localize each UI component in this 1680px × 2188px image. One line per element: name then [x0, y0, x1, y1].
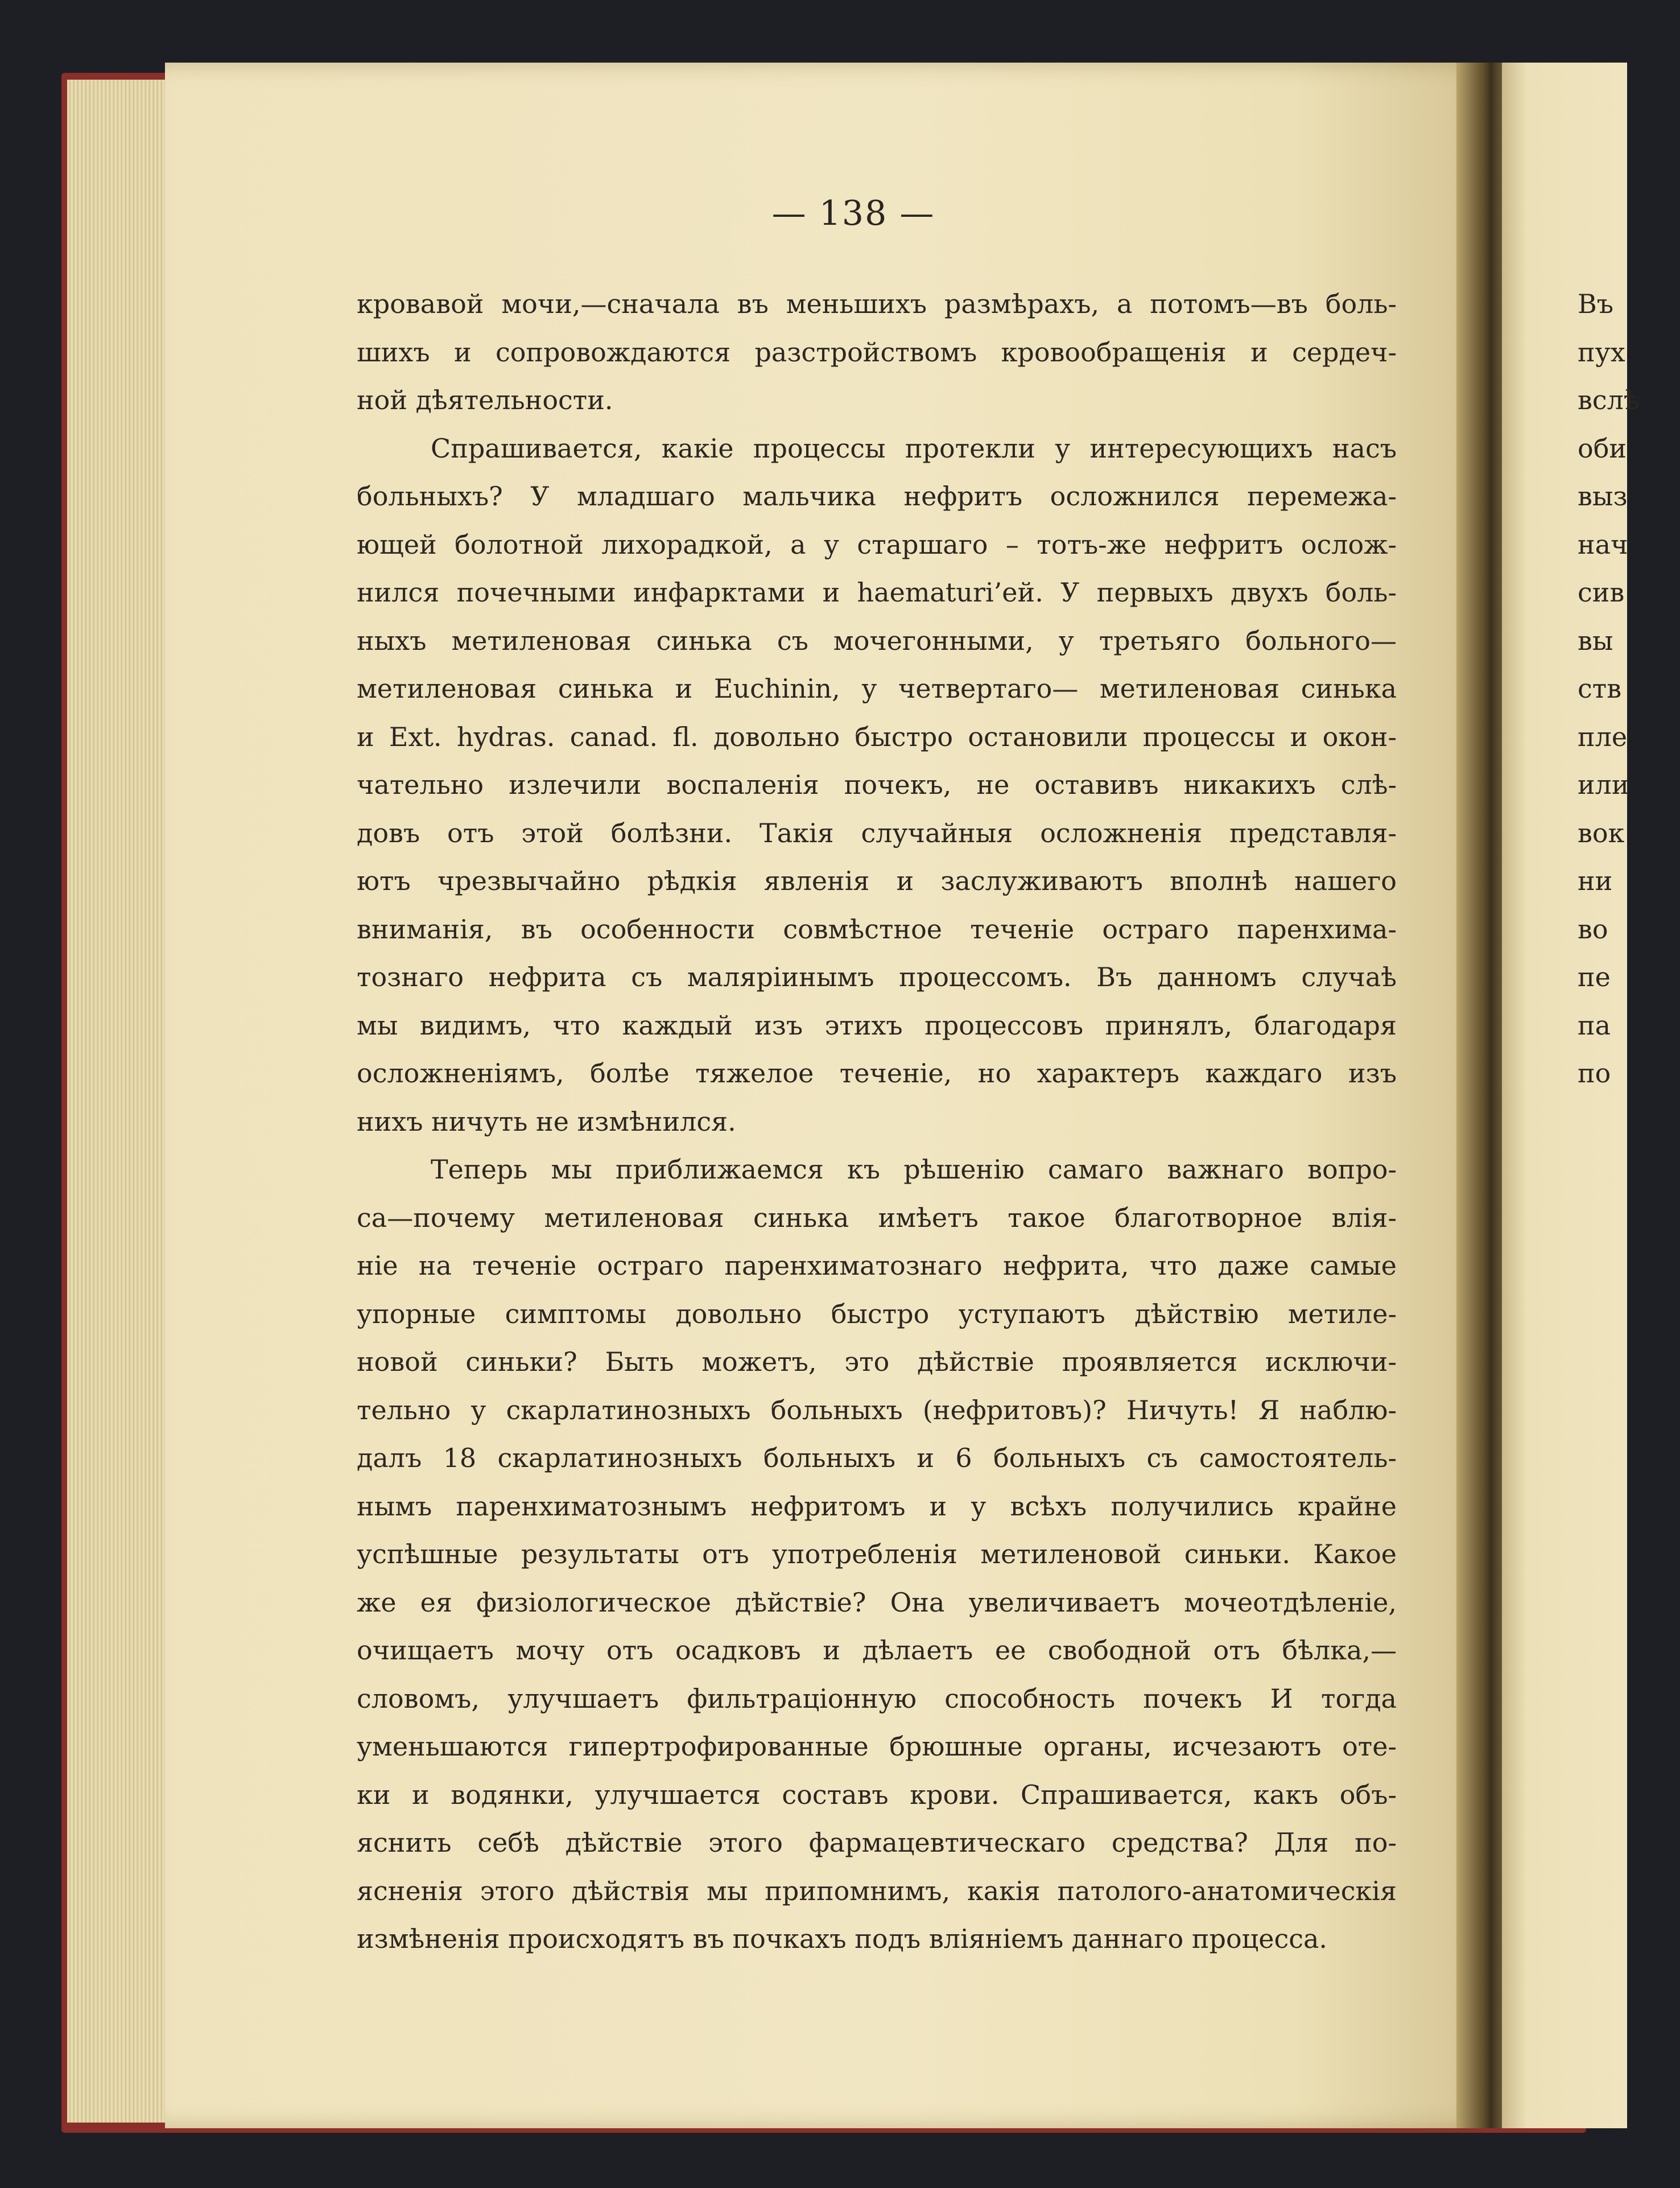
text-line: нился почечными инфарктами и haematuri’ей. У первыхъ двухъ боль- — [357, 577, 1397, 608]
facing-line: пух — [1578, 336, 1625, 368]
text-line: са—почему метиленовая синька имѣетъ такое благотворное влія- — [357, 1202, 1397, 1233]
text-line: метиленовая синька и Euchinin, у четвертаго— метиленовая синька — [357, 673, 1397, 704]
text-line: ныхъ метиленовая синька съ мочегонными, у третьяго больного— — [357, 625, 1397, 656]
text-line: успѣшные результаты отъ употребленія метиленовой синьки. Какое — [357, 1539, 1397, 1569]
facing-line: ни — [1578, 866, 1613, 896]
facing-line: па — [1578, 1009, 1611, 1041]
facing-line: или — [1578, 769, 1629, 800]
text-line: тознаго нефрита съ маляріинымъ процессомъ. Въ данномъ случаѣ — [357, 962, 1397, 992]
facing-line: во — [1578, 913, 1608, 945]
facing-line: вок — [1578, 817, 1625, 848]
text-line: ясненія этого дѣйствія мы припомнимъ, какія патолого-анатомическія — [357, 1875, 1397, 1906]
text-line: ніе на теченіе остраго паренхиматознаго нефрита, что даже самые — [357, 1250, 1397, 1281]
text-line: мы видимъ, что каждый изъ этихъ процессовъ принялъ, благодаря — [357, 1009, 1397, 1041]
facing-line: Въ — [1578, 289, 1614, 319]
text-line: Спрашивается, какіе процессы протекли у интересующихъ насъ — [431, 432, 1397, 464]
text-line: ной дѣятельности. — [357, 385, 613, 415]
text-line: чательно излечили воспаленія почекъ, не оставивъ никакихъ слѣ- — [357, 769, 1397, 800]
page-number: — 138 — — [771, 193, 935, 233]
text-line: шихъ и сопровождаются разстройствомъ кровообращенія и сердеч- — [357, 336, 1397, 368]
text-line: уменьшаются гипертрофированные брюшные органы, исчезаютъ оте- — [357, 1731, 1397, 1762]
text-line: тельно у скарлатинозныхъ больныхъ (нефритовъ)? Ничуть! Я наблю- — [357, 1394, 1397, 1425]
page-text — [357, 280, 1397, 1963]
page-stack-edge — [67, 80, 175, 2123]
text-line: очищаетъ мочу отъ осадковъ и дѣлаетъ ее свободной отъ бѣлка,— — [357, 1635, 1397, 1666]
text-line: кровавой мочи,—сначала въ меньшихъ размѣрахъ, а потомъ—въ боль- — [357, 289, 1397, 319]
facing-line: ств — [1578, 673, 1622, 704]
facing-line: вы — [1578, 625, 1613, 656]
facing-line: вслѣ — [1578, 385, 1640, 415]
text-line: вниманія, въ особенности совмѣстное теченіе остраго паренхима- — [357, 913, 1397, 945]
text-line: далъ 18 скарлатинозныхъ больныхъ и 6 больныхъ съ самостоятель- — [357, 1443, 1397, 1473]
text-line: Теперь мы приближаемся къ рѣшенію самаго важнаго вопро- — [431, 1154, 1397, 1185]
facing-line: выз — [1578, 481, 1628, 512]
text-line: и Ext. hydras. canad. fl. довольно быстро остановили процессы и окон- — [357, 721, 1397, 752]
text-line: же ея физіологическое дѣйствіе? Она увеличиваетъ мочеотдѣленіе, — [357, 1587, 1397, 1618]
text-line: ютъ чрезвычайно рѣдкія явленія и заслуживаютъ вполнѣ нашего — [357, 866, 1397, 896]
facing-page-text — [1578, 280, 1680, 1098]
text-line: нихъ ничуть не измѣнился. — [357, 1106, 736, 1137]
facing-line: нач — [1578, 529, 1628, 560]
text-line: словомъ, улучшаетъ фильтраціонную способность почекъ И тогда — [357, 1683, 1397, 1714]
text-line: ющей болотной лихорадкой, а у старшаго – тотъ-же нефритъ ослож- — [357, 529, 1397, 560]
text-line: яснить себѣ дѣйствіе этого фармацевтическаго средства? Для по- — [357, 1827, 1397, 1858]
text-line: ки и водянки, улучшается составъ крови. Спрашивается, какъ объ- — [357, 1779, 1397, 1810]
facing-line: пле — [1578, 721, 1628, 752]
facing-line: сив — [1578, 577, 1625, 608]
text-line: довъ отъ этой болѣзни. Такія случайныя осложненія представля- — [357, 817, 1397, 848]
facing-line: оби — [1578, 432, 1627, 464]
text-line: новой синьки? Быть можетъ, это дѣйствіе проявляется исключи- — [357, 1346, 1397, 1377]
text-line: осложненіямъ, болѣе тяжелое теченіе, но характеръ каждаго изъ — [357, 1058, 1397, 1089]
facing-line: по — [1578, 1058, 1611, 1089]
text-line: упорные симптомы довольно быстро уступаютъ дѣйствію метиле- — [357, 1298, 1397, 1329]
text-line: больныхъ? У младшаго мальчика нефритъ осложнился перемежа- — [357, 481, 1397, 512]
text-line: измѣненія происходятъ въ почкахъ подъ вліяніемъ даннаго процесса. — [357, 1923, 1328, 1954]
facing-line: пе — [1578, 962, 1611, 992]
text-line: нымъ паренхиматознымъ нефритомъ и у всѣхъ получились крайне — [357, 1490, 1397, 1522]
